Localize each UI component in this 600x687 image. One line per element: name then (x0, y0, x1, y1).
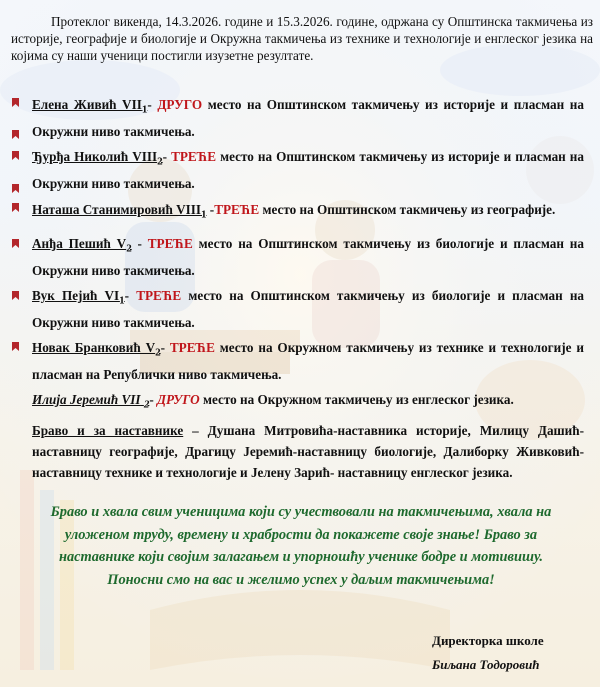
result-text: место на Општинском такмичењу из биологије и пласман на Окружни ниво такмичења. (32, 236, 584, 278)
result-text: место на Општинском такмичењу из биологије и пласман на Окружни ниво такмичења. (32, 288, 585, 330)
intro-paragraph: Протеклог викенда, 14.3.2026. године и 15.3.2026. године, одржана су Општинска такмичења из историје, географије и биологије и Окружна такмичења из технике и технологије и енглеског језика на којима су наши ученици постигли изузетне резултате. (11, 14, 593, 63)
signature-name: Биљана Тодоровић (432, 657, 540, 672)
congrats-line: наставнике који својим залагањем и упорношћу ученике бодре и мотивишу. (58, 549, 544, 565)
congrats-line: Браво и хвала свим ученицима који су учествовали на такмичењима, хвала на (50, 504, 552, 520)
result-entry: Ђурђа Николић $VIII_2-$ ТРЕЋЕ место на Општинском такмичењу из историје и пласман на Окружни ниво такмичења. (32, 149, 584, 191)
result-text: место на Општинском такмичењу из историје и пласман на Окружни ниво такмичења. (32, 149, 584, 191)
bookmark-icon (12, 291, 19, 300)
congrats-line: уложеном труду, времену и храбрости да покажете своје знање! Браво за (64, 526, 538, 543)
student-name: Наташа Станимировић $VIII_1$ (32, 202, 207, 221)
result-text: место на Окружном такмичењу из технике и технологије и пласман на Републички ниво такмичења. (32, 340, 584, 382)
student-name: Вук Пејић $VI_1$ (32, 288, 125, 307)
bookmark-icon (12, 184, 19, 193)
result-entry: Наташа Станимировић $VIII_1$ -ТРЕЋЕ место на Општинском такмичењу из географије. (32, 202, 556, 221)
place-label: ДРУГО (157, 392, 200, 407)
student-name: Новак Бранковић $V_2$ (32, 340, 161, 359)
bookmark-icon (12, 130, 19, 139)
result-entry: Анђа Пешић $V_2$ - ТРЕЋЕ место на Општинском такмичењу из биологије и пласман на Окружни ниво такмичења. (32, 236, 584, 278)
congratulations-message (8, 501, 594, 591)
bookmark-icon (12, 342, 19, 351)
result-text: место на Окружном такмичењу из енглеског језика. (202, 392, 514, 407)
bookmark-icon (12, 151, 19, 160)
bookmark-icon (12, 98, 19, 107)
praise-lead: Браво и за наставнике (32, 423, 184, 438)
place-label: ТРЕЋЕ (136, 288, 182, 303)
result-entry: Елена Живић $VII_1-$ ДРУГО место на Општинском такмичењу из историје и пласман на Окружни ниво такмичења. (32, 97, 584, 139)
student-name: Ђурђа Николић $VIII_2$ (32, 149, 163, 168)
congrats-line: Поносни смо на вас и желимо успех у даљим такмичењима! (107, 571, 495, 588)
result-text: место на Општинском такмичењу из историје и пласман на Окружни ниво такмичења. (32, 97, 584, 139)
place-label: ТРЕЋЕ (147, 236, 193, 251)
bookmark-icon (12, 203, 19, 212)
place-label: ТРЕЋЕ (214, 202, 260, 217)
place-label: ТРЕЋЕ (169, 340, 215, 355)
place-label: ТРЕЋЕ (171, 149, 217, 164)
place-label: ДРУГО (157, 97, 203, 112)
result-text: место на Општинском такмичењу из географије. (262, 202, 556, 217)
student-name: Анђа Пешић $V_2$ (32, 236, 132, 255)
student-name: Елена Живић $VII_1$ (32, 97, 148, 116)
teachers-praise (32, 420, 584, 483)
bookmark-icon (12, 239, 19, 248)
result-entry: Вук Пејић $VI_1-$ ТРЕЋЕ место на Општинском такмичењу из биологије и пласман на Окружни ниво такмичења. (32, 288, 585, 330)
praise-text: – Душана Митровића-наставника историје, Милицу Дашић-наставницу географије, Драгицу Јеремић-наставницу биологије, Далиборку Живковић-наставницу технике и технологије и Јелену Зарић- наставницу енглеског језика. (32, 423, 585, 480)
student-name: Илија Јеремић VII $_2$ (32, 392, 150, 411)
result-entry: Новак Бранковић $V_2-$ ТРЕЋЕ место на Окружном такмичењу из технике и технологије и пласман на Републички ниво такмичења. (32, 340, 584, 382)
signature-title: Директорка школе (432, 633, 544, 648)
result-entry: Илија Јеремић VII $_2$- ДРУГО место на Окружном такмичењу из енглеског језика. (32, 392, 514, 411)
